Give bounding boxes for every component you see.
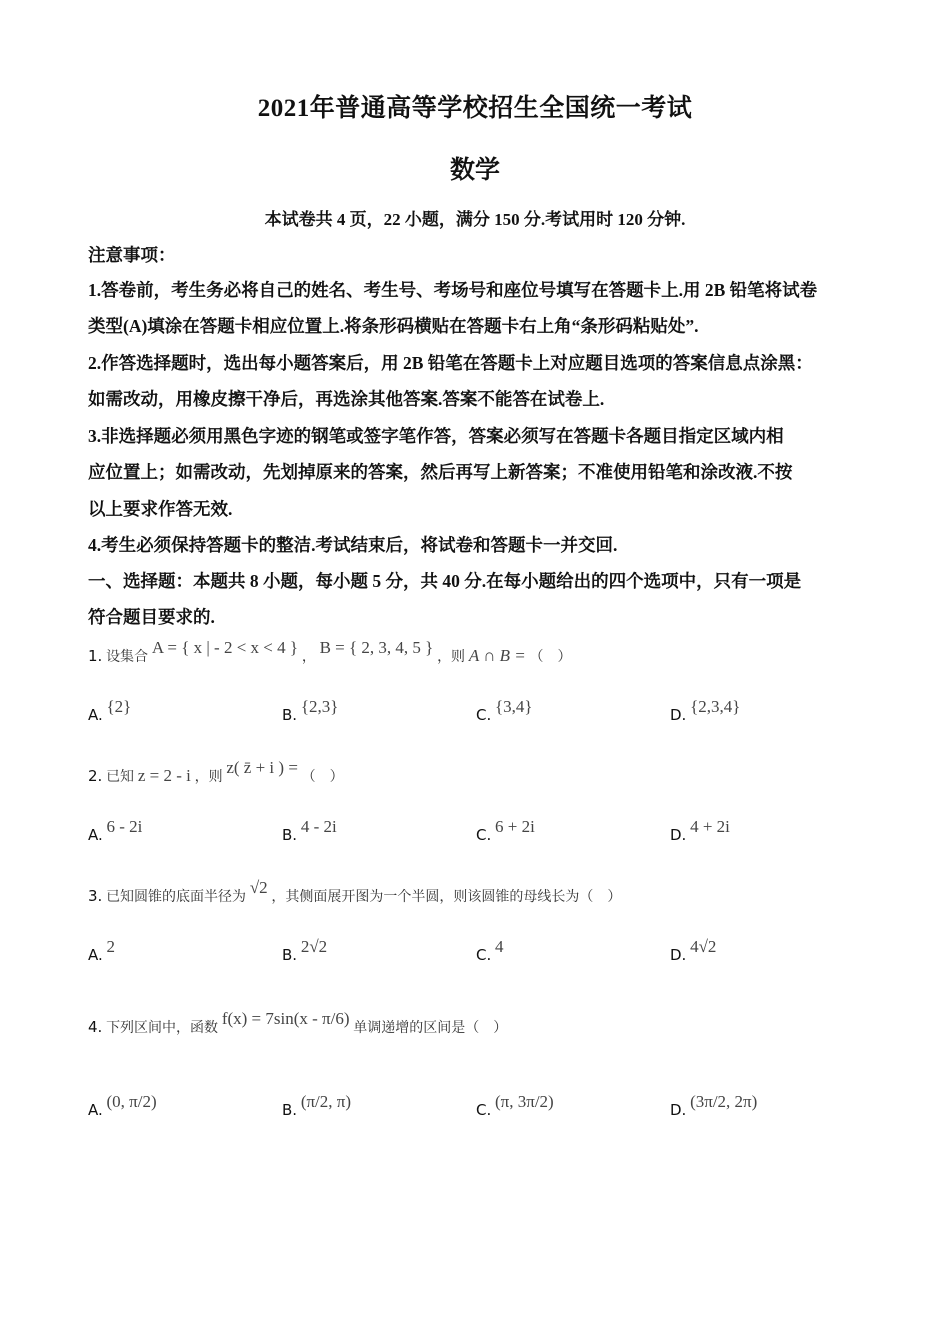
section-heading-line-2: 符合题目要求的. [88, 607, 215, 627]
exam-summary: 本试卷共 4 页，22 小题，满分 150 分.考试用时 120 分钟. [264, 210, 686, 229]
question-number: 1. [88, 647, 103, 665]
q1-option-b[interactable]: B. {2,3} [282, 697, 339, 724]
notice-line-1: 1.答卷前，考生务必将自己的姓名、考生号、考场号和座位号填写在答题卡上.用 2B 铅笔将试卷 [88, 280, 818, 300]
question-number: 4. [88, 1018, 103, 1036]
q4-option-a[interactable]: A. (0, π/2) [88, 1092, 157, 1119]
notice-line-5: 3.非选择题必须用黑色字迹的钢笔或签字笔作答，答案必须写在答题卡各题目指定区域内相 [88, 426, 784, 446]
q3-option-d[interactable]: D. 4√2 [670, 937, 717, 964]
question-number: 3. [88, 887, 103, 905]
q3-option-a[interactable]: A. 2 [88, 937, 116, 964]
exam-title: 2021年普通高等学校招生全国统一考试 [257, 95, 693, 122]
q1-option-d[interactable]: D. {2,3,4} [670, 697, 741, 724]
question-3: 3. 已知圆锥的底面半径为 √2 ，其侧面展开图为一个半圆，则该圆锥的母线长为（ ） [88, 878, 622, 905]
notice-line-7: 以上要求作答无效. [88, 499, 233, 519]
q2-option-c[interactable]: C. 6 + 2i [476, 817, 535, 844]
math-set-a: A = { x | - 2 < x < 4 } [151, 638, 299, 657]
section-heading-line-1: 一、选择题：本题共 8 小题，每小题 5 分，共 40 分.在每小题给出的四个选项中，只有一项是 [88, 571, 802, 591]
answer-blank: （ ） [529, 649, 572, 665]
q2-option-d[interactable]: D. 4 + 2i [670, 817, 730, 844]
q3-option-b[interactable]: B. 2√2 [282, 937, 328, 964]
math-given: z = 2 - i [137, 766, 191, 785]
q1-option-a[interactable]: A. {2} [88, 697, 132, 724]
math-radius: √2 [249, 878, 268, 897]
subject-title: 数学 [449, 157, 500, 184]
math-set-b: B = { 2, 3, 4, 5 } [319, 638, 434, 657]
notice-line-8: 4.考生必须保持答题卡的整洁.考试结束后，将试卷和答题卡一并交回. [88, 535, 618, 555]
question-4: 4. 下列区间中，函数 f(x) = 7sin(x - π/6) 单调递增的区间是（ ） [88, 1009, 508, 1036]
notice-line-6: 应位置上；如需改动，先划掉原来的答案，然后再写上新答案；不准使用铅笔和涂改液.不按 [88, 462, 793, 482]
q2-option-b[interactable]: B. 4 - 2i [282, 817, 337, 844]
question-number: 2. [88, 767, 103, 785]
q3-option-c[interactable]: C. 4 [476, 937, 504, 964]
q2-option-a[interactable]: A. 6 - 2i [88, 817, 143, 844]
math-expression: z( z̄ + i ) = [226, 758, 298, 777]
q1-option-c[interactable]: C. {3,4} [476, 697, 533, 724]
math-function: f(x) = 7sin(x - π/6) [221, 1009, 350, 1028]
notice-line-4: 如需改动，用橡皮擦干净后，再选涂其他答案.答案不能答在试卷上. [88, 389, 605, 409]
question-text: 设集合 [106, 649, 149, 665]
notice-line-2: 类型(A)填涂在答题卡相应位置上.将条形码横贴在答题卡右上角“条形码粘贴处”. [88, 316, 699, 336]
notice-line-3: 2.作答选择题时，选出每小题答案后，用 2B 铅笔在答题卡上对应题目选项的答案信息点涂黑： [88, 353, 813, 373]
q4-option-c[interactable]: C. (π, 3π/2) [476, 1092, 554, 1119]
answer-blank: （ ） [301, 769, 344, 785]
question-1: 1. 设集合 A = { x | - 2 < x < 4 } ， B = { 2, 3, 4, 5 } ，则 A ∩ B = （ ） [88, 638, 572, 665]
q4-option-b[interactable]: B. (π/2, π) [282, 1092, 352, 1119]
question-2: 2. 已知 z = 2 - i ，则 z( z̄ + i ) = （ ） [88, 758, 344, 785]
q4-option-d[interactable]: D. (3π/2, 2π) [670, 1092, 758, 1119]
math-expression: A ∩ B = [468, 646, 526, 665]
notice-heading: 注意事项： [88, 245, 176, 265]
